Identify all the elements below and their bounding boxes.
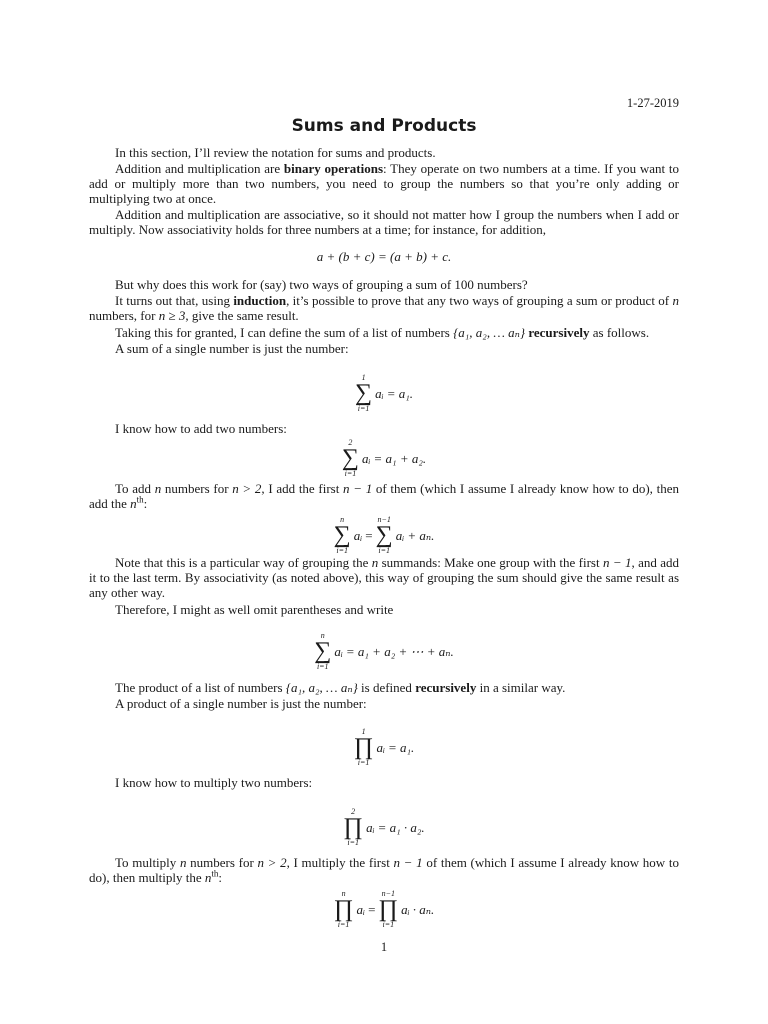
paragraph-omit-parentheses — [89, 602, 679, 617]
equation-associativity: a + (b + c) = (a + b) + c. — [316, 249, 452, 264]
paragraph-induction — [89, 293, 679, 323]
bold-term-binary-operations: binary operations — [283, 161, 384, 176]
page-number: 1 — [380, 940, 388, 954]
paragraph-text: is defined — [357, 680, 416, 695]
sum-operator: 2 ∑ i=1 — [341, 438, 359, 478]
paragraph-text: , I multiply the first — [286, 855, 394, 870]
sum-operator: n−1 ∑ i=1 — [375, 515, 393, 555]
math-ai: aᵢ — [375, 385, 384, 401]
product-operator: 1 ∏ i=1 — [353, 727, 374, 767]
math-n-minus-1: n − 1 — [393, 855, 423, 870]
math-rhs: = a₁ + a₂ + ⋯ + aₙ. — [345, 643, 454, 659]
paragraph-text: numbers for — [186, 855, 258, 870]
paragraph-text: of them (which I assume I already know how to do), then add the — [89, 481, 680, 511]
paragraph-product-definition — [89, 680, 679, 695]
bold-term-induction: induction — [233, 293, 287, 308]
math-ai: aᵢ — [361, 450, 371, 466]
math-ai: aᵢ — [401, 901, 410, 917]
paragraph-text: Addition and multiplication are — [115, 161, 284, 176]
paragraph-text: , I add the first — [261, 481, 344, 496]
paragraph-text: Taking this for granted, I can define the sum of a list of numbers — [115, 325, 454, 340]
math-ai: aᵢ — [366, 819, 375, 835]
paragraph-text: : — [143, 496, 148, 511]
math-rhs: = a₁. — [388, 739, 415, 755]
math-rhs: = a₁ + a₂. — [373, 450, 427, 466]
paragraph-single-sum — [89, 341, 679, 356]
math-rhs: · aₙ. — [412, 901, 435, 917]
paragraph-question — [89, 277, 679, 292]
sum-operator: n ∑ i=1 — [314, 631, 332, 671]
paragraph-text: To add — [115, 481, 155, 496]
math-n: n — [130, 496, 137, 511]
paragraph-binary-operations — [89, 161, 679, 206]
bold-term-recursively: recursively — [415, 680, 477, 695]
math-ai: aᵢ — [334, 643, 343, 659]
equation-product-n-recursive — [89, 884, 679, 929]
paragraph-text: , give the same result. — [185, 308, 299, 323]
paragraph-text: I know how to add two numbers: — [115, 421, 287, 436]
paragraph-text: summands: Make one group with the first — [378, 555, 603, 570]
math-n: n — [154, 481, 162, 496]
paragraph-associativity — [89, 207, 679, 237]
superscript-th: th — [211, 868, 219, 879]
math-list: {a₁, a₂, … aₙ} — [285, 680, 358, 695]
paragraph-text: It turns out that, using — [115, 293, 234, 308]
math-n-minus-1: n − 1 — [602, 555, 632, 570]
math-n-gt-2: n > 2 — [232, 481, 262, 496]
math-equals: = — [368, 901, 376, 917]
math-ai: aᵢ — [356, 901, 366, 917]
math-ai: aᵢ — [395, 527, 405, 543]
paragraph-text: I know how to multiply two numbers: — [115, 775, 313, 790]
paragraph-text: Note that this is a particular way of grouping the — [115, 555, 372, 570]
math-ai: aᵢ — [353, 527, 363, 543]
math-n-minus-1: n − 1 — [343, 481, 373, 496]
document-title: Sums and Products — [291, 116, 477, 136]
paragraph-text: of them (which I assume I already know how to do), then multiply the — [89, 855, 679, 885]
math-rhs: = a₁ · a₂. — [377, 819, 425, 835]
paragraph-text: In this section, I’ll review the notation for sums and products. — [115, 145, 436, 160]
paragraph-text: A sum of a single number is just the number: — [115, 341, 349, 356]
paragraph-multiply-two — [89, 775, 679, 790]
sum-operator: 1 ∑ i=1 — [355, 373, 373, 413]
math-n: n — [672, 293, 679, 308]
paragraph-text: , and add it to the last term. By associativity (as noted above), this way of grouping the sum should give the same result as any other way. — [89, 555, 679, 600]
paragraph-text: numbers for — [161, 481, 233, 496]
sum-operator: n ∑ i=1 — [333, 515, 351, 555]
equation-sum-expanded — [89, 626, 679, 671]
paragraph-grouping-note — [89, 555, 679, 600]
math-ai: aᵢ — [376, 739, 386, 755]
paragraph-text: But why does this work for (say) two ways of grouping a sum of 100 numbers? — [115, 277, 528, 292]
paragraph-text: as follows. — [589, 325, 650, 340]
paragraph-text: A product of a single number is just the number: — [115, 696, 367, 711]
math-n-ge-3: n ≥ 3 — [158, 308, 186, 323]
paragraph-recursive-sum — [89, 325, 679, 340]
math-rhs: = a₁. — [386, 385, 413, 401]
bold-term-recursively: recursively — [528, 325, 590, 340]
paragraph-text: numbers, for — [89, 308, 159, 323]
equation-product-single — [89, 722, 679, 767]
paragraph-multiply-n — [89, 855, 679, 885]
paragraph-text: To multiply — [115, 855, 180, 870]
product-operator: n ∏ i=1 — [333, 889, 354, 929]
math-n: n — [371, 555, 379, 570]
equation-sum-single — [89, 368, 679, 413]
equation-sum-n-recursive — [89, 510, 679, 555]
document-date: 1-27-2019 — [626, 96, 679, 110]
math-n: n — [204, 870, 212, 885]
product-operator: 2 ∏ i=1 — [343, 807, 364, 847]
paragraph-text: , it’s possible to prove that any two ways of grouping a sum or product of — [286, 293, 673, 308]
superscript-th: th — [136, 494, 144, 505]
paragraph-text: : — [218, 870, 223, 885]
paragraph-text: in a similar way. — [476, 680, 566, 695]
math-n: n — [179, 855, 187, 870]
paragraph-single-product — [89, 696, 679, 711]
document-page — [89, 0, 679, 1024]
paragraph-text: Addition and multiplication are associative, so it should not matter how I group the numbers when I add or multiply. Now associativity holds for three numbers at a time; for instance, for addition, — [89, 207, 679, 237]
equation-product-two — [89, 802, 679, 847]
paragraph-intro — [89, 145, 679, 160]
paragraph-text: Therefore, I might as well omit parentheses and write — [115, 602, 394, 617]
paragraph-add-n — [89, 481, 679, 511]
math-equals: = — [365, 527, 373, 543]
equation-sum-two — [89, 433, 679, 478]
paragraph-text: : They operate on two numbers at a time. If you want to add or multiply more than two numbers, you need to group the numbers so that you’re only adding or multiplying two at once. — [89, 161, 679, 206]
math-n-gt-2: n > 2 — [257, 855, 287, 870]
product-operator: n−1 ∏ i=1 — [378, 889, 399, 929]
paragraph-text: The product of a list of numbers — [115, 680, 286, 695]
math-list: {a₁, a₂, … aₙ} — [453, 325, 526, 340]
math-rhs: + aₙ. — [407, 527, 435, 543]
